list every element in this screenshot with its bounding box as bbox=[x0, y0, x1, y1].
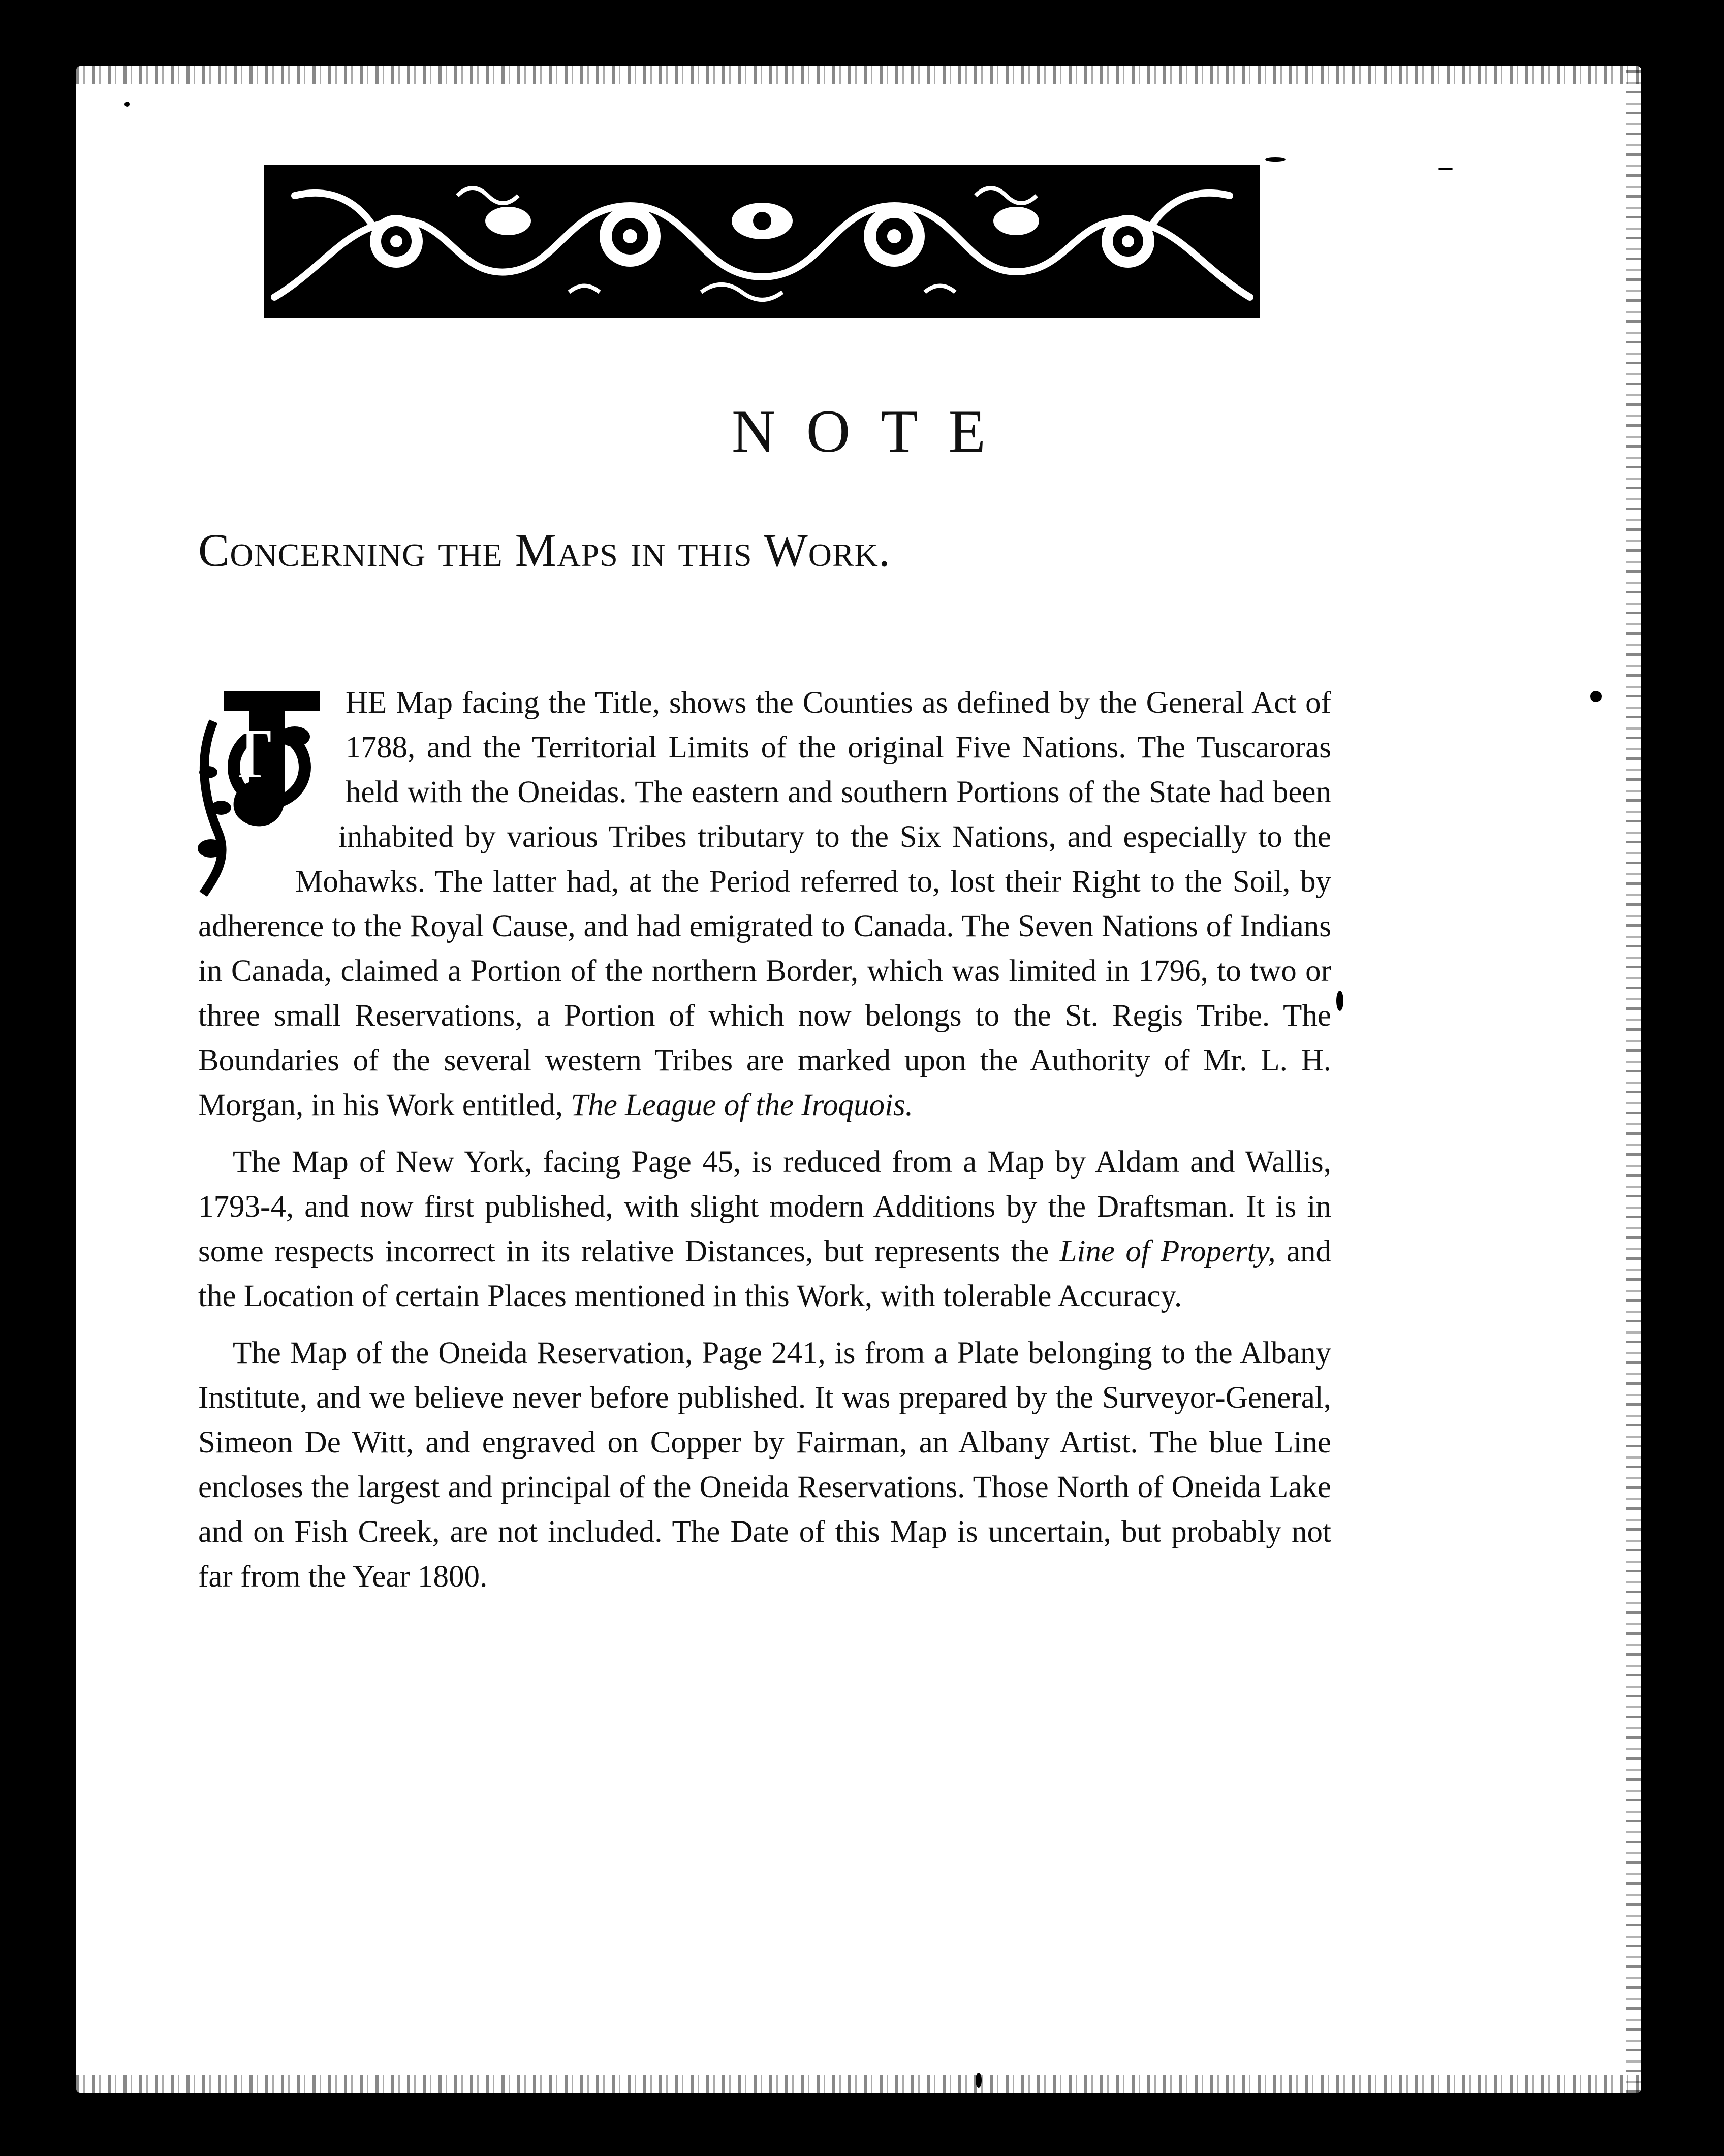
page-title: NOTE bbox=[732, 397, 1016, 465]
paragraph-1-text: HE Map facing the Title, shows the Counties as defined by the General Act of 1788, and the Territorial Limits of the original Five Nations. The Tuscaroras held with the Oneidas. The eastern and southern Portions of the State had been inhabited by various Tribes tributary to the Six Nations, and especially to the Mohawks. The latter had, at the Period referred to, lost their Right to the Soil, by adherence to the Royal Cause, and had emigrated to Canada. The Seven Nations of Indians in Canada, claimed a Portion of the northern Border, which was limited in 1796, to two or three small Reservations, a Portion of which now belongs to the St. Regis Tribe. The Boundaries of the several western Tribes are marked upon the Authority of Mr. L. H. Morgan, in his Work entitled, bbox=[198, 686, 1331, 1122]
paragraph-2-text-pre: The Map of New York, facing Page 45, is reduced from a Map by Aldam and Wallis, 1793-4, and now first published, with slight modern Additions by the Draftsman. It is in some respects incorrect in its relative Distances, but represents the bbox=[198, 1145, 1331, 1269]
body-text bbox=[198, 681, 1331, 1611]
paragraph-1-italic-title: The League of the Iroquois. bbox=[571, 1088, 914, 1122]
paragraph-3 bbox=[198, 1331, 1331, 1599]
page-subtitle: Concerning the Maps in this Work. bbox=[198, 524, 891, 576]
scan-speck bbox=[1336, 991, 1343, 1011]
paragraph-2-italic: Line of Property, bbox=[1059, 1234, 1276, 1269]
paragraph-1 bbox=[198, 681, 1331, 1128]
floral-scroll-headpiece-icon bbox=[264, 165, 1260, 318]
paragraph-2 bbox=[198, 1140, 1331, 1319]
scan-speck bbox=[1438, 168, 1453, 170]
scan-speck bbox=[1265, 157, 1286, 162]
page bbox=[76, 66, 1641, 2093]
dropcap-letter: T bbox=[228, 714, 272, 793]
scan-speck bbox=[124, 102, 130, 107]
scan-speck bbox=[1590, 691, 1602, 702]
paragraph-3-text: The Map of the Oneida Reservation, Page 241, is from a Plate belonging to the Albany Institute, and we believe never before published. It was prepared by the Surveyor-General, Simeon De Witt, and engraved on Copper by Fairman, an Albany Artist. The blue Line encloses the largest and principal of the Oneida Reservations. Those North of Oneida Lake and on Fish Creek, are not included. The Date of this Map is uncertain, but probably not far from the Year 1800. bbox=[198, 1336, 1331, 1594]
scan-speck bbox=[976, 2073, 982, 2088]
paragraph-2-text-post: and the Location of certain Places mentioned in this Work, with tolerable Accuracy. bbox=[198, 1234, 1331, 1313]
scan-edge-right bbox=[1626, 66, 1641, 2093]
